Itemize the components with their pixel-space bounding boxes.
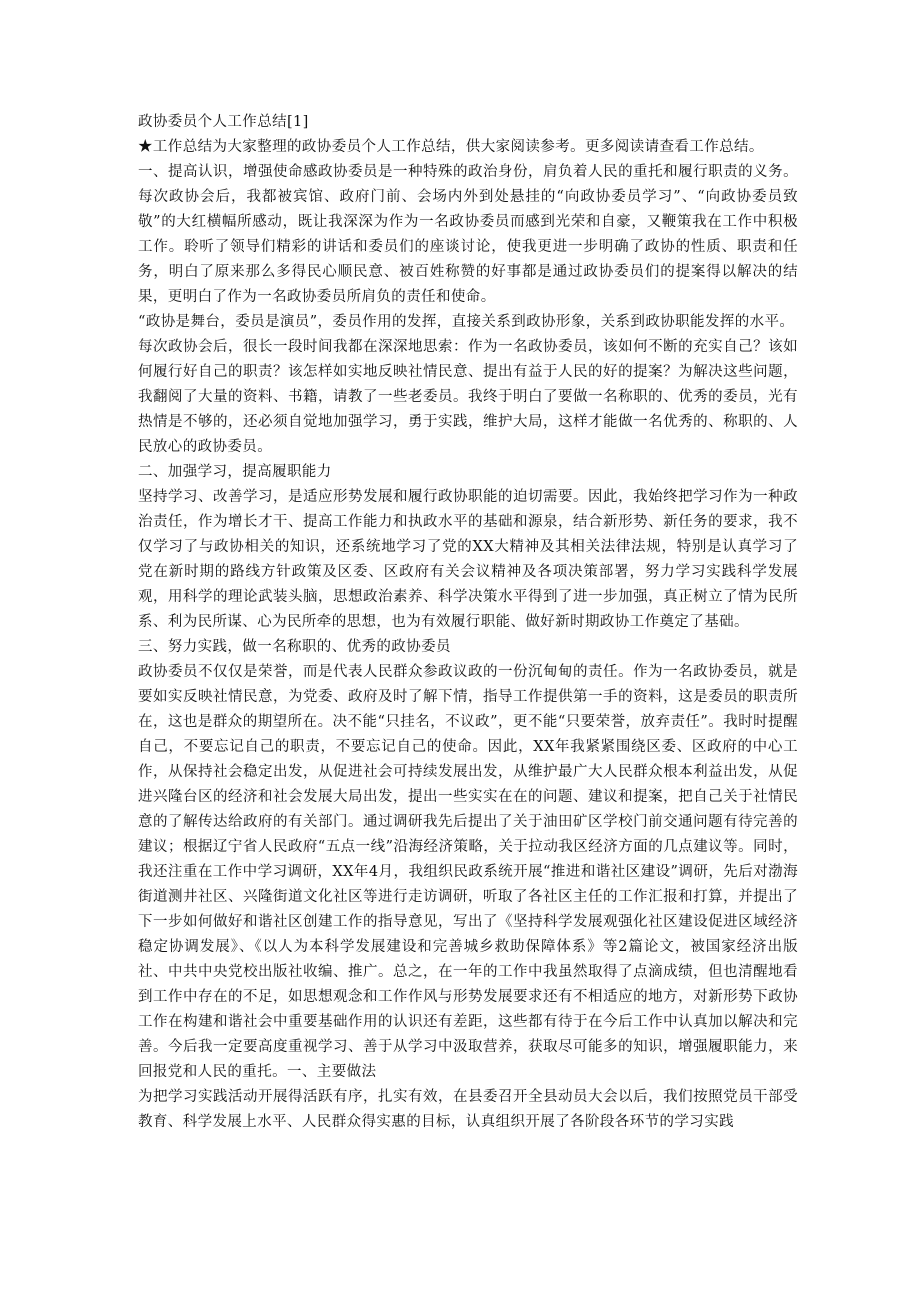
paragraph-section-1: 一、提高认识，增强使命感政协委员是一种特殊的政治身份，肩负着人民的重托和履行职责的义务。每次政协会后，我都被宾馆、政府门前、会场内外到处悬挂的“向政协委员学习”、“向政协委员致敬”的大红横幅所感动，既让我深深为作为一名政协委员而感到光荣和自豪，又鞭策我在工作中积极工作。聆听了领导们精彩的讲话和委员们的座谈讨论，使我更进一步明确了政协的性质、职责和任务，明白了原来那么多得民心顺民意、被百姓称赞的好事都是通过政协委员们的提案得以解决的结果，更明白了作为一名政协委员所肩负的责任和使命。	[138, 164, 798, 305]
paragraph-quote: “政协是舞台，委员是演员”，委员作用的发挥，直接关系到政协形象，关系到政协职能发挥的水平。	[138, 314, 795, 330]
paragraph-section-2: 坚持学习、改善学习，是适应形势发展和履行政协职能的迫切需要。因此，我始终把学习作为一种政治责任，作为增长才干、提高工作能力和执政水平的基础和源泉，结合新形势、新任务的要求，我不仅学习了与政协相关的知识，还系统地学习了党的XX大精神及其相关法律法规，特别是认真学习了党在新时期的路线方针政策及区委、区政府有关会议精神及各项决策部署，努力学习实践科学发展观，用科学的理论武装头脑，思想政治素养、科学决策水平得到了进一步加强，真正树立了情为民所系、利为民所谋、心为民所牵的思想，也为有效履行职能、做好新时期政协工作奠定了基础。	[138, 489, 798, 630]
document-title: 政协委员个人工作总结[1]	[138, 114, 309, 130]
paragraph-section-3: 政协委员不仅仅是荣誉，而是代表人民群众参政议政的一份沉甸甸的责任。作为一名政协委员，就是要如实反映社情民意，为党委、政府及时了解下情，指导工作提供第一手的资料，这是委员的职责所在，这也是群众的期望所在。决不能“只挂名，不议政”，更不能“只要荣誉，放弃责任”。我时时提醒自己，不要忘记自己的职责，不要忘记自己的使命。因此，XX年我紧紧围绕区委、区政府的中心工作，从保持社会稳定出发，从促进社会可持续发展出发，从维护最广大人民群众根本利益出发，从促进兴隆台区的经济和社会发展大局出发，提出一些实实在在的问题、建议和提案，把自己关于社情民意的了解传达给政府的有关部门。通过调研我先后提出了关于油田矿区学校门前交通问题有待完善的建议；根据辽宁省人民政府“五点一线”沿海经济策略，关于拉动我区经济方面的几点建议等。同时，我还注重在工作中学习调研，XX年4月，我组织民政系统开展“推进和谐社区建设”调研，先后对渤海街道测井社区、兴隆街道文化社区等进行走访调研，听取了各社区主任的工作汇报和打算，并提出了下一步如何做好和谐社区创建工作的指导意见，写出了《坚持科学发展观强化社区建设促进区域经济稳定协调发展》、《以人为本科学发展建设和完善城乡救助保障体系》等2篇论文，被国家经济出版社、中共中央党校出版社收编、推广。总之，在一年的工作中我虽然取得了点滴成绩，但也清醒地看到工作中存在的不足，如思想观念和工作作风与形势发展要求还有不相适应的地方，对新形势下政协工作在构建和谐社会中重要基础作用的认识还有差距，这些都有待于在今后工作中认真加以解决和完善。今后我一定要高度重视学习、善于从学习中汲取营养，获取尽可能多的知识，增强履职能力，来回报党和人民的重托。一、主要做法	[138, 664, 798, 1080]
paragraph-closing: 为把学习实践活动开展得活跃有序，扎实有效，在县委召开全县动员大会以后，我们按照党员干部受教育、科学发展上水平、人民群众得实惠的目标，认真组织开展了各阶段各环节的学习实践	[138, 1089, 798, 1130]
section-heading-3: 三、努力实践，做一名称职的、优秀的政协委员	[138, 639, 451, 655]
intro-paragraph: ★工作总结为大家整理的政协委员个人工作总结，供大家阅读参考。更多阅读请查看工作总结。	[138, 139, 764, 155]
paragraph-reflection: 每次政协会后，很长一段时间我都在深深地思索：作为一名政协委员，该如何不断的充实自己？该如何履行好自己的职责？该怎样如实地反映社情民意、提出有益于人民的好的提案？为解决这些问题，我翻阅了大量的资料、书籍，请教了一些老委员。我终于明白了要做一名称职的、优秀的委员，光有热情是不够的，还必须自觉地加强学习，勇于实践，维护大局，这样才能做一名优秀的、称职的、人民放心的政协委员。	[138, 339, 798, 455]
document-body	[138, 110, 798, 1135]
section-heading-2: 二、加强学习，提高履职能力	[138, 464, 332, 480]
